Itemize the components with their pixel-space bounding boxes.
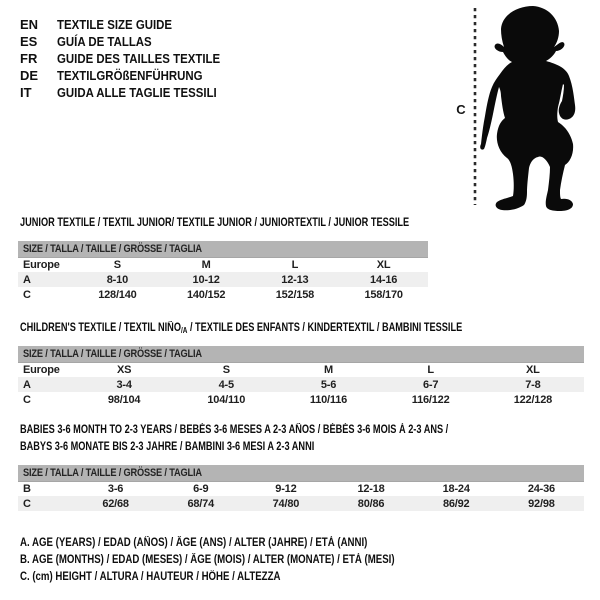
lang-row-fr [20, 50, 242, 67]
size-cell: 158/170 [364, 288, 403, 301]
children-title-pre: CHILDREN'S TEXTILE / TEXTIL NIÑO [20, 322, 181, 334]
size-header-row [18, 346, 584, 362]
lang-label: TEXTILE SIZE GUIDE [57, 17, 173, 32]
height-measure-label: C [456, 102, 466, 117]
table-row-c [18, 392, 584, 407]
lang-code: EN [20, 17, 39, 32]
lang-label: GUÍA DE TALLAS [57, 34, 152, 49]
size-cell: S [222, 363, 230, 376]
legend-line-b [20, 552, 466, 569]
row-label: C [23, 393, 31, 406]
children-section-title [20, 321, 573, 338]
babies-title-line2: BABYS 3-6 MONATE BIS 2-3 JAHRE / BAMBINI 3-6 MESI A 2-3 ANNI [20, 441, 315, 453]
size-cell: XL [376, 258, 391, 271]
size-header-text: SIZE / TALLA / TAILLE / GRÖSSE / TAGLIA [23, 242, 202, 255]
size-cell: 116/122 [411, 393, 450, 406]
legend-line-a-text: A. AGE (YEARS) / EDAD (AÑOS) / ÂGE (ANS) / ALTER (JAHRE) / ETÀ (ANNI) [20, 537, 368, 549]
children-title-post: / TEXTILE DES ENFANTS / KINDERTEXTIL / BAMBINI TESSILE [187, 322, 463, 334]
size-cell: 86/92 [414, 496, 499, 511]
size-cell: 9-12 [275, 482, 297, 495]
size-cell: M [201, 258, 211, 271]
table-row-a [18, 377, 584, 392]
size-cell: 104/110 [207, 393, 246, 406]
baby-silhouette [480, 6, 575, 211]
size-cell: XS [116, 363, 132, 376]
size-header-bar [18, 346, 584, 362]
table-row-b [18, 481, 584, 496]
size-cell: M [323, 363, 333, 376]
size-cell: 3-6 [107, 482, 124, 495]
children-size-table [18, 346, 584, 407]
size-cell: 68/74 [158, 496, 243, 511]
size-header-bar [18, 241, 428, 257]
lang-row-de [20, 67, 242, 84]
size-cell: 4-5 [175, 377, 277, 392]
size-cell: 92/98 [499, 496, 584, 511]
measure-legend [20, 535, 466, 586]
row-label: B [23, 482, 31, 495]
legend-line-a [20, 535, 466, 552]
size-cell: 12-18 [357, 482, 385, 495]
size-header-text: SIZE / TALLA / TAILLE / GRÖSSE / TAGLIA [23, 466, 202, 479]
row-label: Europe [23, 258, 60, 271]
size-cell: 74/80 [243, 496, 328, 511]
row-label: C [18, 496, 73, 511]
size-cell: 122/128 [513, 393, 553, 406]
junior-title-text: JUNIOR TEXTILE / TEXTIL JUNIOR/ TEXTILE JUNIOR / JUNIORTEXTIL / JUNIOR TESSILE [20, 217, 410, 229]
lang-label: TEXTILGRÖßENFÜHRUNG [57, 68, 203, 83]
babies-size-table [18, 465, 584, 511]
lang-code: FR [20, 51, 38, 66]
size-cell: 10-12 [162, 272, 251, 287]
size-cell: 5-6 [277, 377, 379, 392]
lang-code: IT [20, 85, 32, 100]
junior-size-table [18, 241, 428, 302]
lang-row-es [20, 33, 242, 50]
size-header-row [18, 465, 584, 481]
children-title-sub: /A [180, 326, 188, 335]
size-cell: 6-7 [380, 377, 482, 392]
lang-code: ES [20, 34, 38, 49]
lang-row-en [20, 16, 242, 33]
table-row-c [18, 287, 428, 302]
legend-line-b-text: B. AGE (MONTHS) / EDAD (MESES) / ÂGE (MOIS) / ALTER (MONATE) / ETÀ (MESI) [20, 554, 395, 566]
size-cell: 98/104 [107, 393, 141, 406]
size-header-bar [18, 465, 584, 481]
babies-title-line1: BABIES 3-6 MONTH TO 2-3 YEARS / BEBÉS 3-6 MESES A 2-3 AÑOS / BÉBÉS 3-6 MOIS À 2-3 ANS / [20, 424, 449, 436]
babies-section-title [20, 422, 555, 456]
size-cell: 18-24 [442, 482, 470, 495]
size-header-row [18, 241, 428, 257]
size-cell: 152/158 [275, 288, 315, 301]
legend-line-c [20, 569, 466, 586]
size-cell: XL [526, 363, 540, 376]
table-row-europe [18, 362, 584, 377]
lang-label: GUIDE DES TAILLES TEXTILE [57, 51, 221, 66]
row-label: A [18, 272, 73, 287]
size-cell: 62/68 [73, 496, 158, 511]
size-cell: 80/86 [328, 496, 413, 511]
size-cell: L [291, 258, 299, 271]
size-cell: 24-36 [527, 482, 555, 495]
lang-code: DE [20, 68, 39, 83]
language-title-block [20, 16, 242, 101]
size-cell: 8-10 [73, 272, 162, 287]
size-cell: 7-8 [482, 377, 584, 392]
size-cell: S [113, 258, 121, 271]
size-cell: 128/140 [98, 288, 137, 301]
legend-line-c-text: C. (cm) HEIGHT / ALTURA / HAUTEUR / HÖHE / ALTEZZA [20, 571, 281, 583]
table-row-europe [18, 257, 428, 272]
size-header-text: SIZE / TALLA / TAILLE / GRÖSSE / TAGLIA [23, 347, 202, 360]
lang-row-it [20, 84, 242, 101]
size-cell: 3-4 [73, 377, 175, 392]
size-cell: 6-9 [193, 482, 209, 495]
size-cell: 140/152 [186, 288, 226, 301]
children-title-text [20, 321, 462, 338]
lang-label: GUIDA ALLE TAGLIE TESSILI [57, 85, 217, 100]
size-cell: 14-16 [339, 272, 428, 287]
table-row-c [18, 496, 584, 511]
table-row-a [18, 272, 428, 287]
row-label: C [23, 288, 31, 301]
size-cell: L [427, 363, 434, 376]
junior-section-title [20, 216, 506, 230]
size-cell: 12-13 [251, 272, 340, 287]
size-cell: 110/116 [309, 393, 348, 406]
row-label: Europe [23, 363, 60, 376]
row-label: A [18, 377, 73, 392]
